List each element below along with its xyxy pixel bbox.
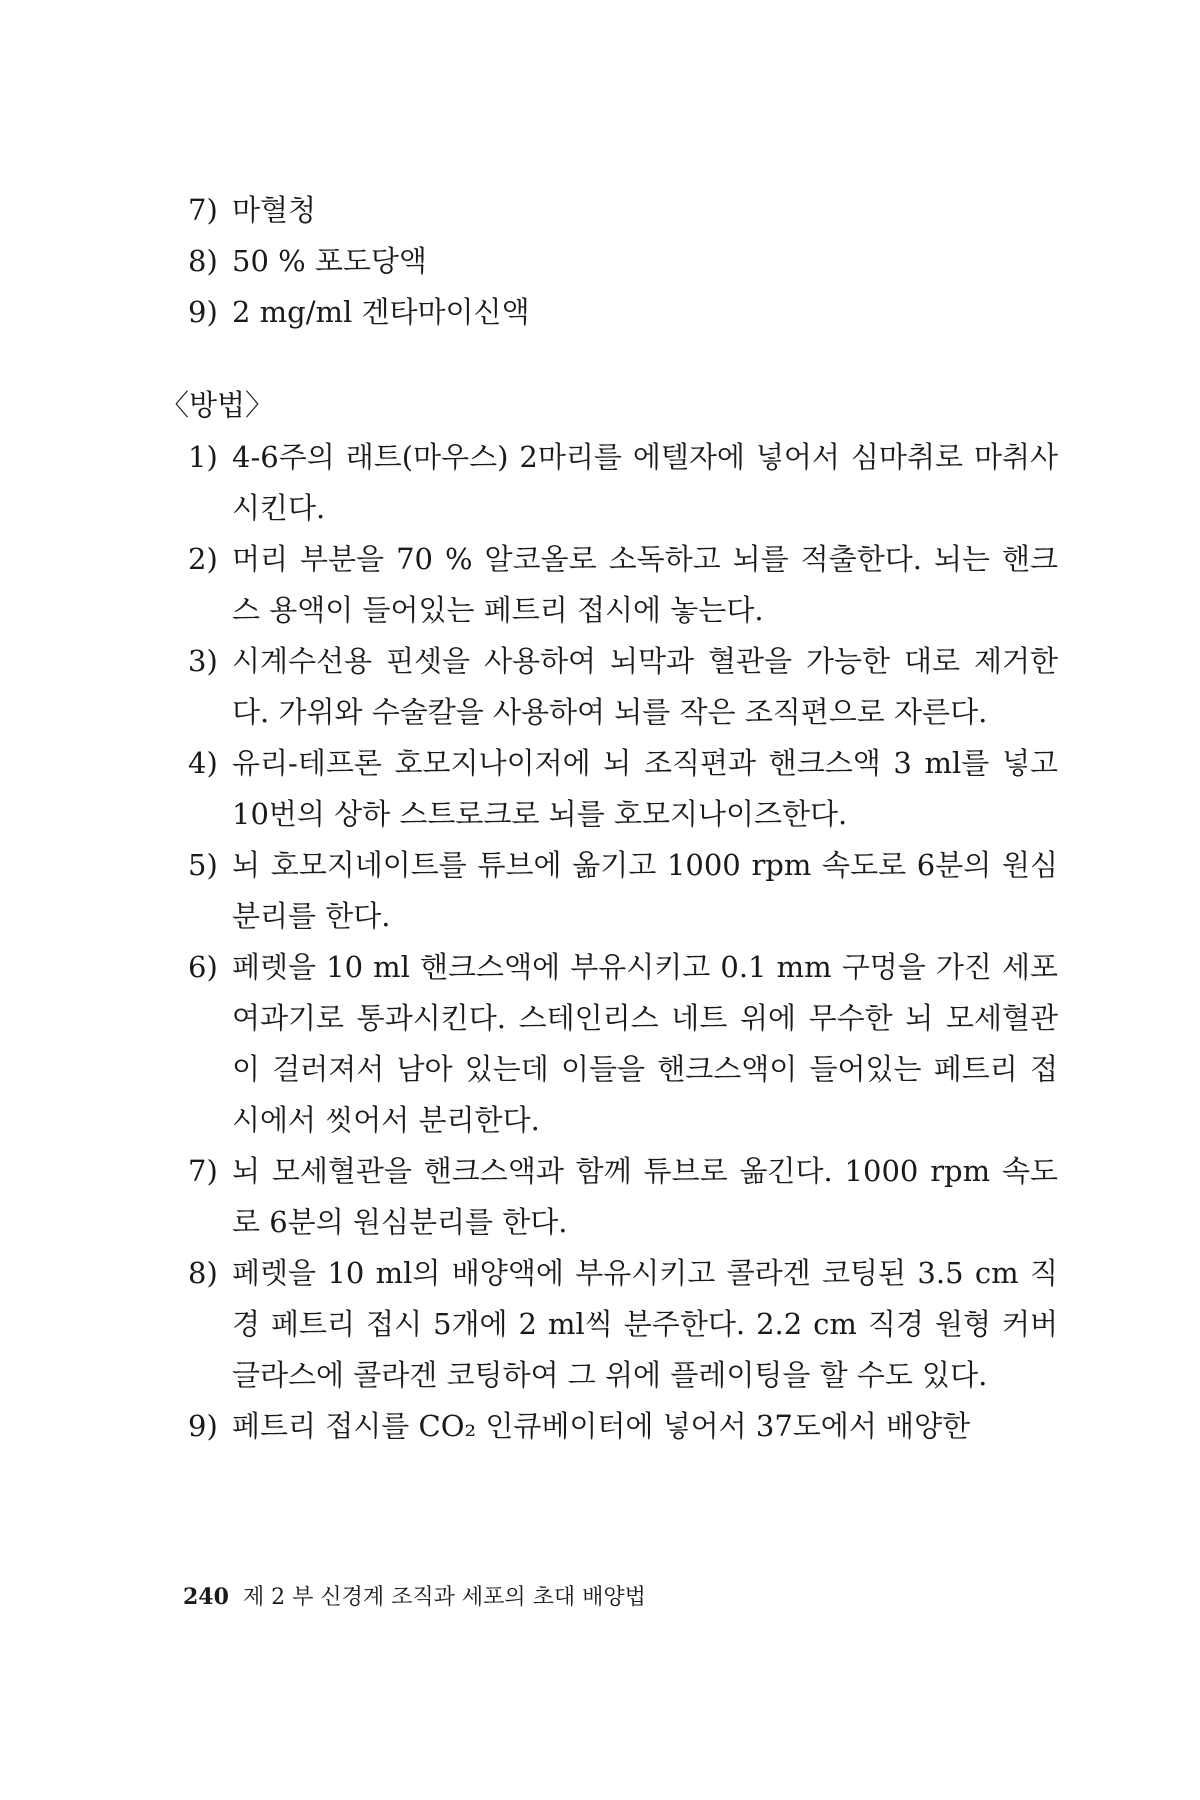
step-8 (188, 1248, 1058, 1401)
item-text: 2 mg/ml 겐타마이신액 (232, 295, 530, 329)
step-1 (188, 432, 1058, 534)
step-number: 2) (188, 542, 218, 576)
page-number: 240 (183, 1584, 229, 1610)
step-9 (188, 1401, 1058, 1452)
step-text: 유리-테프론 호모지나이저에 뇌 조직편과 핸크스액 3 ml를 넣고 10번의 상하 스트로크로 뇌를 호모지나이즈한다. (232, 746, 1058, 831)
page-footer (183, 1580, 646, 1611)
step-text: 머리 부분을 70 % 알코올로 소독하고 뇌를 적출한다. 뇌는 핸크스 용액이 들어있는 페트리 접시에 놓는다. (232, 542, 1058, 627)
step-text: 페렛을 10 ml의 배양액에 부유시키고 콜라겐 코팅된 3.5 cm 직경 페트리 접시 5개에 2 ml씩 분주한다. 2.2 cm 직경 원형 커버글라스에 콜라겐 코팅하여 그 위에 플레이팅을 할 수도 있다. (232, 1256, 1058, 1392)
material-item-9 (188, 287, 530, 338)
step-4 (188, 738, 1058, 840)
method-steps (188, 432, 1058, 1452)
item-text: 50 % 포도당액 (232, 244, 427, 278)
item-number: 9) (188, 295, 218, 329)
material-item-7 (188, 185, 530, 236)
step-7 (188, 1146, 1058, 1248)
step-2 (188, 534, 1058, 636)
step-number: 9) (188, 1409, 218, 1443)
step-number: 3) (188, 644, 218, 678)
step-number: 7) (188, 1154, 218, 1188)
item-text: 마혈청 (232, 193, 317, 227)
step-3 (188, 636, 1058, 738)
chapter-title: 제 2 부 신경계 조직과 세포의 초대 배양법 (242, 1585, 646, 1610)
method-heading: 〈방법〉 (160, 388, 275, 422)
step-6 (188, 942, 1058, 1146)
step-text: 뇌 호모지네이트를 튜브에 옮기고 1000 rpm 속도로 6분의 원심분리를 한다. (232, 848, 1058, 933)
step-number: 8) (188, 1256, 218, 1290)
step-text: 시계수선용 핀셋을 사용하여 뇌막과 혈관을 가능한 대로 제거한다. 가위와 수술칼을 사용하여 뇌를 작은 조직편으로 자른다. (232, 644, 1058, 729)
step-5 (188, 840, 1058, 942)
step-text: 4-6주의 래트(마우스) 2마리를 에텔자에 넣어서 심마취로 마취사시킨다. (232, 440, 1058, 525)
step-number: 5) (188, 848, 218, 882)
step-number: 6) (188, 950, 218, 984)
step-number: 4) (188, 746, 218, 780)
step-number: 1) (188, 440, 218, 474)
step-text: 페렛을 10 ml 핸크스액에 부유시키고 0.1 mm 구멍을 가진 세포여과기로 통과시킨다. 스테인리스 네트 위에 무수한 뇌 모세혈관이 걸러져서 남아 있는데 이들을 핸크스액이 들어있는 페트리 접시에서 씻어서 분리한다. (232, 950, 1058, 1137)
item-number: 7) (188, 193, 218, 227)
materials-list (188, 185, 530, 338)
step-text: 뇌 모세혈관을 핸크스액과 함께 튜브로 옮긴다. 1000 rpm 속도로 6분의 원심분리를 한다. (232, 1154, 1058, 1239)
item-number: 8) (188, 244, 218, 278)
material-item-8 (188, 236, 530, 287)
step-text: 페트리 접시를 CO₂ 인큐베이터에 넣어서 37도에서 배양한 (232, 1409, 971, 1443)
